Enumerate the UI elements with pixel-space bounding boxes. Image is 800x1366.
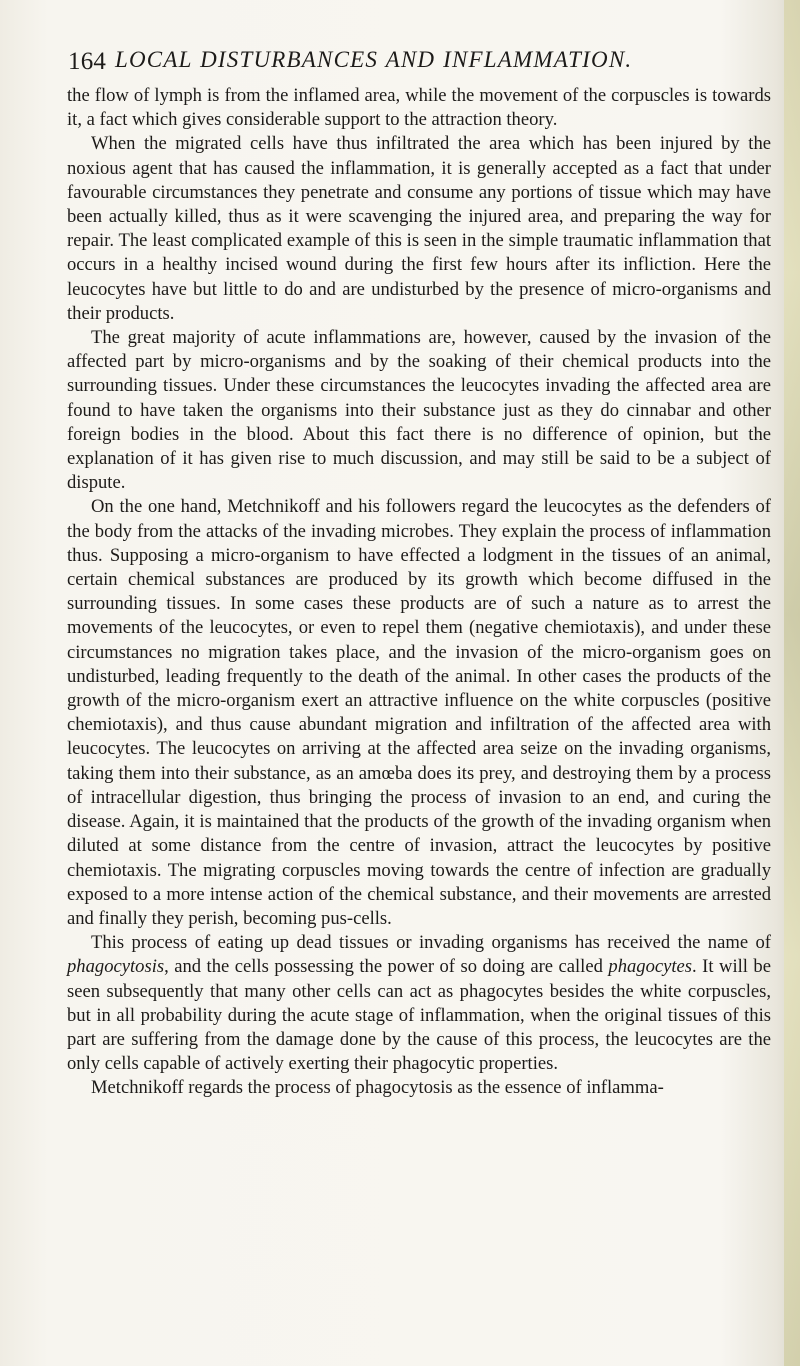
paragraph-text: , and the cells possessing the power of so doing are called <box>164 956 609 978</box>
italic-term: phagocytes <box>608 956 693 978</box>
italic-term: phagocytosis <box>67 956 165 978</box>
paragraph-text: When the migrated cells have thus infiltrated the area which has been injured by the noxious agent that has caused the inflammation, it is generally accepted as a fact that under favourable circumstances they penetrate and consume any portions of tissue which may have been actually killed, thus as it were scavenging the injured area, and preparing the way for repair. The least complicated example of this is seen in the simple traumatic inflammation that occurs in a healthy incised wound during the first few hours after its infliction. Here the leucocytes have but little to do and are undisturbed by the presence of micro-organisms and their products. <box>67 133 771 324</box>
paragraph-text: . It will be seen subsequently that many other cells can act as phagocytes besides the white corpuscles, but in all probability during the acute stage of inflammation, when the original tissues of this part are suffering from the damage done by the cause of this process, the leucocytes are the only cells capable of actively exerting their phagocytic properties. <box>67 956 771 1075</box>
paragraph-text: The great majority of acute inflammations are, however, caused by the invasion of the affected part by micro-organisms and by the soaking of their chemical products into the surrounding tissues. Under these circumstances the leucocytes invading the affected area are found to have taken the organisms into their substance just as they do cinnabar and other foreign bodies in the blood. About this fact there is no difference of opinion, but the explanation of it has given rise to much discussion, and may still be said to be a subject of dispute. <box>67 327 771 494</box>
paragraph <box>67 84 771 132</box>
paragraph-text: This process of eating up dead tissues or invading organisms has received the name of <box>91 932 771 954</box>
page-edge <box>784 0 800 1366</box>
paragraph-text: On the one hand, Metchnikoff and his followers regard the leucocytes as the defenders of the body from the attacks of the invading microbes. They explain the process of inflammation thus. Supposing a micro-organism to have effected a lodgment in the tissues of an animal, certain chemical substances are produced by its growth which become diffused in the surrounding tissues. In some cases these products are of such a nature as to arrest the movements of the leucocytes, or even to repel them (negative chemiotaxis), and under these circumstances no migration takes place, and the invasion of the micro-organism goes on undisturbed, leading frequently to the death of the animal. In other cases the products of the growth of the micro-organism exert an attractive influence on the white corpuscles (positive chemiotaxis), and thus cause abundant migration and infiltration of the affected area with leucocytes. The leucocytes on arriving at the affected area seize on the invading organisms, taking them into their substance, as an amœba does its prey, and destroying them by a process of intracellular digestion, thus bringing the process of invasion to an end, and curing the disease. Again, it is maintained that the products of the growth of the invading organism when diluted at some distance from the centre of invasion, attract the leucocytes by positive chemiotaxis. The migrating corpuscles moving towards the centre of infection are gradually exposed to a more intense action of the chemical substance, and their movements are arrested and finally they perish, becoming pus-cells. <box>67 496 771 929</box>
paragraph <box>67 1076 771 1100</box>
paragraph <box>67 326 771 495</box>
page-header <box>68 46 768 76</box>
running-head: LOCAL DISTURBANCES AND INFLAMMATION. <box>115 47 633 72</box>
paragraph <box>67 931 771 1076</box>
paragraph <box>67 132 771 326</box>
paragraph-text: the flow of lymph is from the inflamed area, while the movement of the corpuscles is towards it, a fact which gives considerable support to the attraction theory. <box>67 85 771 131</box>
page-number: 164 <box>68 48 107 75</box>
paragraph-text: Metchnikoff regards the process of phagocytosis as the essence of inflamma- <box>91 1077 664 1099</box>
body-text <box>67 84 771 1101</box>
paragraph <box>67 495 771 931</box>
